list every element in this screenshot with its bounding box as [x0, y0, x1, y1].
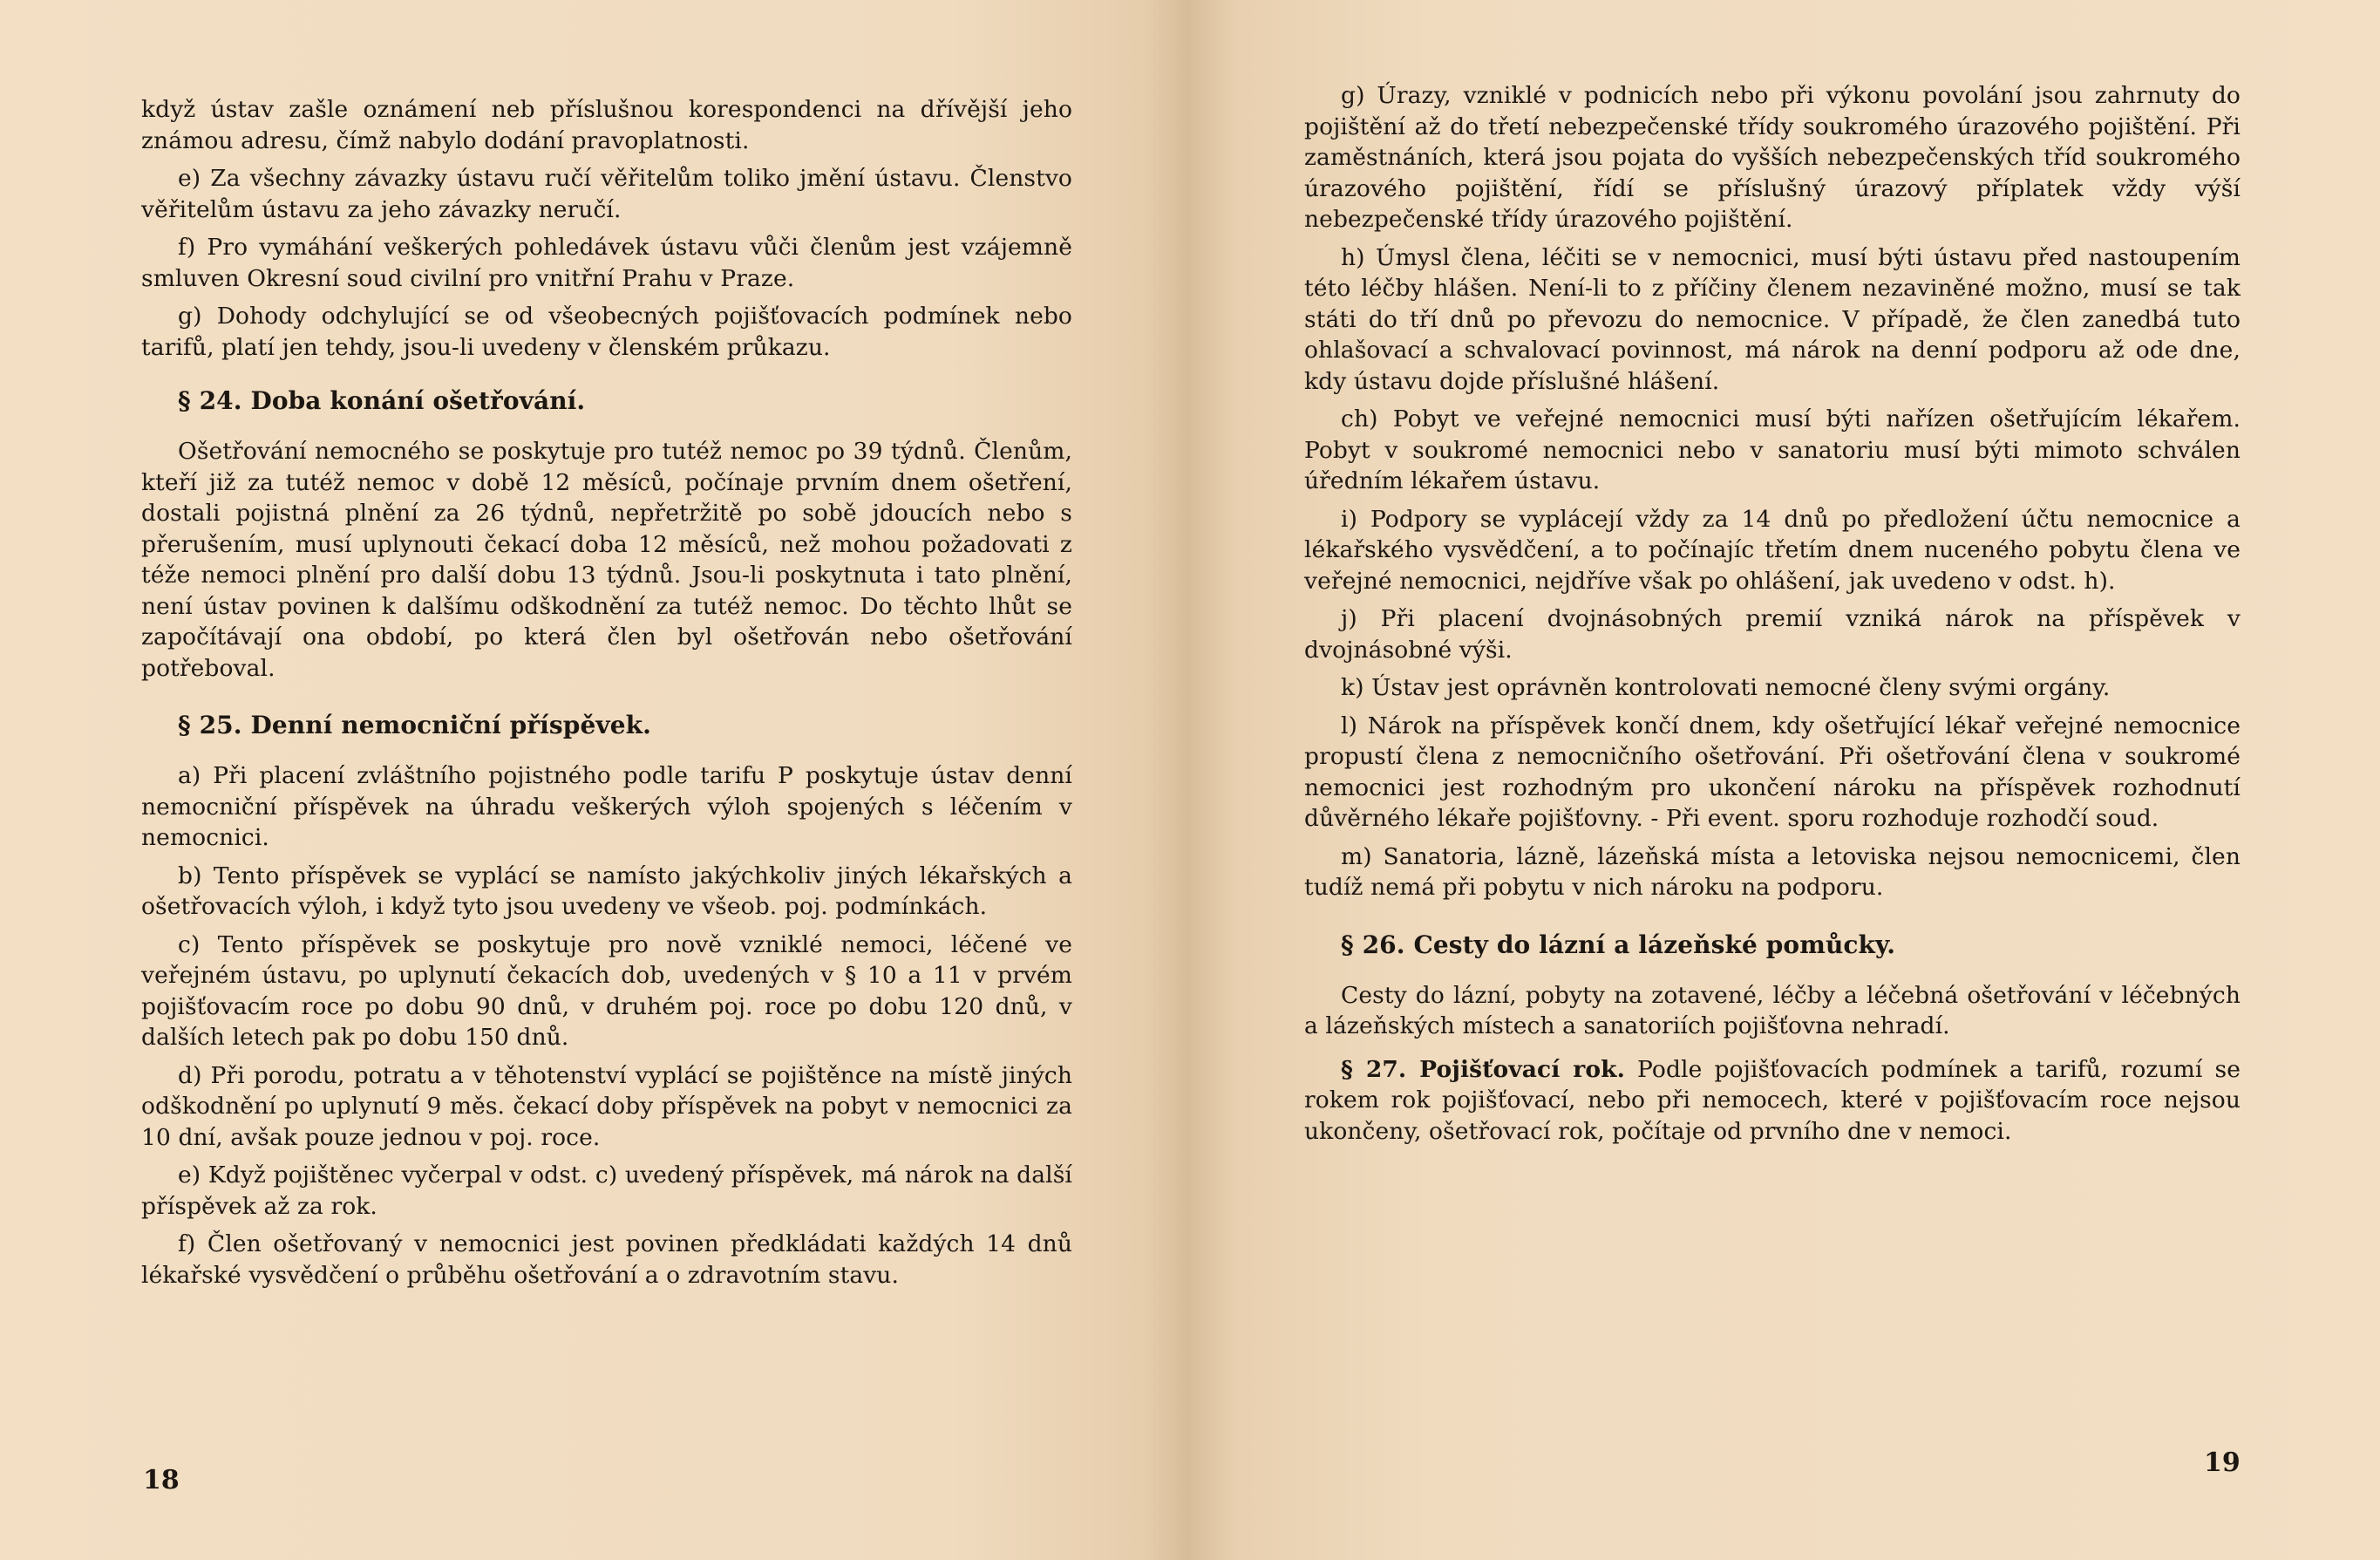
section-27-text: Podle pojišťovacích podmínek a tarifů, rozumí se rokem rok pojišťovací, nebo při nemocech, které v pojišťovacím roce nejsou ukončeny, ošetřovací rok, počítaje od prvního dne v nemoci. — [1304, 1055, 2241, 1145]
section-heading-26: § 26. Cesty do lázní a lázeňské pomůcky. — [1341, 930, 1896, 959]
paragraph: ch) Pobyt ve veřejné nemocnici musí býti nařízen ošetřujícím lékařem. Pobyt v soukromé nemocnici nebo v sanatoriu musí býti mimoto schválen úředním lékařem ústavu. — [1304, 405, 2241, 494]
paragraph: g) Úrazy, vzniklé v podnicích nebo při výkonu povolání jsou zahrnuty do pojištění až do třetí nebezpečenské třídy soukromého úrazového pojištění. Při zaměstnáních, která jsou pojata do vyšších nebezpečenských tříd soukromého úrazového pojištění, řídí se příslušný úrazový příplatek vždy výší nebezpečenské třídy úrazového pojištění. — [1304, 82, 2241, 233]
paragraph: Cesty do lázní, pobyty na zotavené, léčby a léčebná ošetřování v léčebných a lázeňských místech a sanatoriích pojišťovna nehradí. — [1304, 981, 2241, 1039]
paragraph: m) Sanatoria, lázně, lázeňská místa a letoviska nejsou nemocnicemi, člen tudíž nemá při pobytu v nich nároku na podporu. — [1304, 842, 2241, 901]
paragraph: když ústav zašle oznámení neb příslušnou korespondenci na dřívější jeho známou adresu, čímž nabylo dodání pravoplatnosti. — [141, 96, 1072, 154]
paragraph: e) Když pojištěnec vyčerpal v odst. c) uvedený příspěvek, má nárok na další příspěvek až za rok. — [141, 1161, 1072, 1220]
section-heading-27: § 27. Pojišťovací rok. — [1341, 1055, 1625, 1083]
paragraph: g) Dohody odchylující se od všeobecných pojišťovacích podmínek nebo tarifů, platí jen tehdy, jsou-li uvedeny v členském průkazu. — [141, 303, 1072, 361]
left-page-text — [141, 94, 1072, 1298]
section-27-paragraph — [1304, 1054, 2241, 1148]
section-heading-24: § 24. Doba konání ošetřování. — [178, 386, 586, 415]
paragraph: i) Podpory se vyplácejí vždy za 14 dnů po předložení účtu nemocnice a lékařského vysvědčení, a to počínajíc třetím dnem nuceného pobytu člena ve veřejné nemocnici, nejdříve však po ohlášení, jak uvedeno v odst. h). — [1304, 505, 2241, 595]
page-number: 19 — [2204, 1448, 2241, 1478]
right-page-text — [1304, 80, 2241, 1154]
paragraph: Ošetřování nemocného se poskytuje pro tutéž nemoc po 39 týdnů. Členům, kteří již za tutéž nemoc v době 12 měsíců, počínaje prvním dnem ošetření, dostali pojistná plnění za 26 týdnů, nepřetržitě po sobě jdoucích nebo s přerušením, musí uplynouti čekací doba 12 měsíců, než mohou požadovati z téže nemoci plnění pro další dobu 13 týdnů. Jsou-li poskytnuta i tato plnění, není ústav povinen k dalšímu odškodnění za tutéž nemoc. Do těchto lhůt se započítávají ona období, po která člen byl ošetřován nebo ošetřování potřeboval. — [141, 438, 1072, 682]
paragraph: l) Nárok na příspěvek končí dnem, kdy ošetřující lékař veřejné nemocnice propustí člena z nemocničního ošetřování. Při ošetřování člena v soukromé nemocnici jest rozhodným pro ukončení nároku na příspěvek rozhodnutí důvěrného lékaře pojišťovny. - Při event. sporu rozhoduje rozhodčí soud. — [1304, 712, 2241, 832]
paragraph: f) Pro vymáhání veškerých pohledávek ústavu vůči členům jest vzájemně smluven Okresní soud civilní pro vnitřní Prahu v Praze. — [141, 234, 1072, 292]
paragraph: d) Při porodu, potratu a v těhotenství vyplácí se pojištěnce na místě jiných odškodnění po uplynutí 9 měs. čekací doby příspěvek na pobyt v nemocnici za 10 dní, avšak pouze jednou v poj. roce. — [141, 1061, 1072, 1151]
section-heading-25: § 25. Denní nemocniční příspěvek. — [178, 711, 652, 739]
paragraph: b) Tento příspěvek se vyplácí se namísto jakýchkoliv jiných lékařských a ošetřovacích výloh, i když tyto jsou uvedeny ve všeob. poj. podmínkách. — [141, 862, 1072, 920]
paragraph: j) Při placení dvojnásobných premií vzniká nárok na příspěvek v dvojnásobné výši. — [1304, 605, 2241, 664]
paragraph: c) Tento příspěvek se poskytuje pro nově vzniklé nemoci, léčené ve veřejném ústavu, po uplynutí čekacích dob, uvedených v § 10 a 11 v prvém pojišťovacím roce po dobu 90 dnů, v druhém poj. roce po dobu 120 dnů, v dalších letech pak po dobu 150 dnů. — [141, 930, 1072, 1051]
paragraph: k) Ústav jest oprávněn kontrolovati nemocné členy svými orgány. — [1341, 674, 2111, 701]
paragraph: h) Úmysl člena, léčiti se v nemocnici, musí býti ústavu před nastoupením této léčby hlášen. Není-li to z příčiny členem nezaviněné možno, musí se tak státi do tří dnů po převozu do nemocnice. V případě, že člen zanedbá tuto ohlašovací a schvalovací povinnost, má nárok na denní podporu až ode dne, kdy ústavu dojde příslušné hlášení. — [1304, 243, 2241, 395]
paragraph: f) Člen ošetřovaný v nemocnici jest povinen předkládati každých 14 dnů lékařské vysvědčení o průběhu ošetřování a o zdravotním stavu. — [141, 1230, 1072, 1289]
paragraph: a) Při placení zvláštního pojistného podle tarifu P poskytuje ústav denní nemocniční příspěvek na úhradu veškerých výloh spojených s léčením v nemocnici. — [141, 762, 1072, 851]
right-page — [1190, 0, 2380, 1560]
paragraph: e) Za všechny závazky ústavu ručí věřitelům toliko jmění ústavu. Členstvo věřitelům ústavu za jeho závazky neručí. — [141, 165, 1072, 223]
page-number: 18 — [143, 1465, 180, 1495]
